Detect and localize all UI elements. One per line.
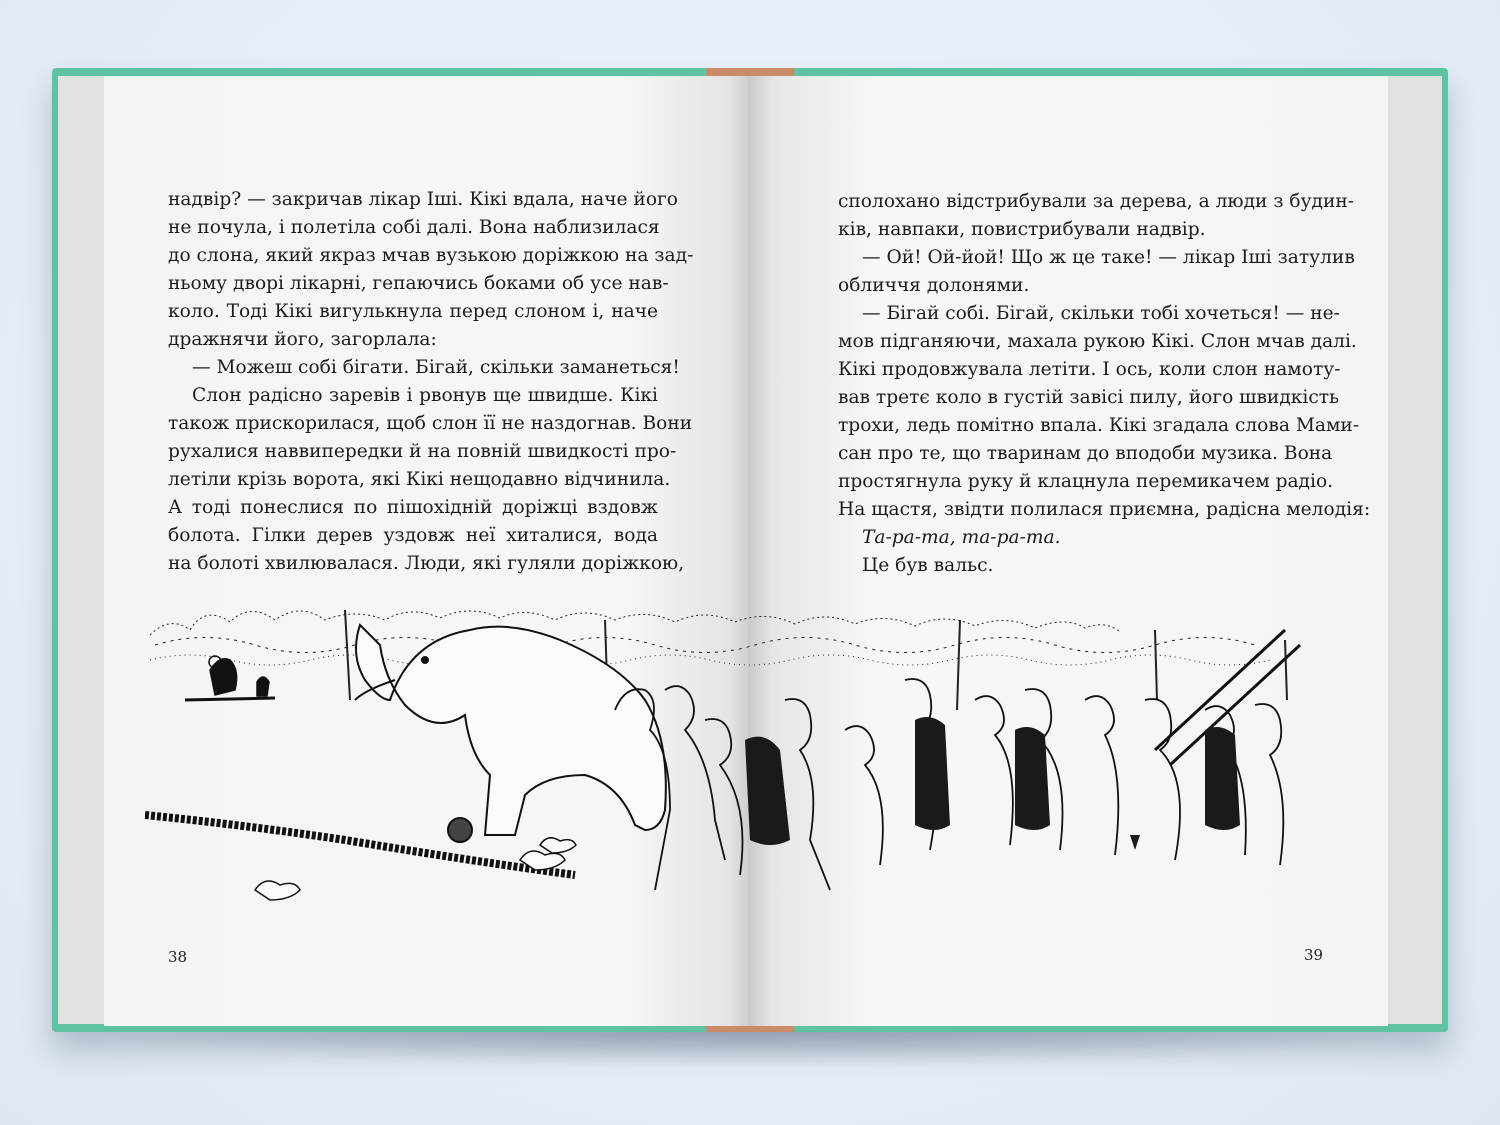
page-number-left: 38 — [168, 948, 188, 966]
text-line: не почула, і полетіла собі далі. Вона наблизилася — [168, 217, 660, 238]
text-line: Та-ра-та, та-ра-та. — [862, 527, 1061, 548]
text-line: — Можеш собі бігати. Бігай, скільки заманеться! — [192, 357, 680, 378]
text-line: рухалися наввипередки й на повній швидкості про- — [168, 441, 677, 462]
text-line: летіли крізь ворота, які Кікі нещодавно відчинила. — [168, 469, 671, 490]
left-page-text — [168, 186, 694, 578]
text-line: болота. Гілки дерев уздовж неї хиталися, вода — [168, 525, 658, 546]
text-line: сан про те, що тваринам до вподоби музика. Вона — [838, 443, 1333, 464]
text-line: На щастя, звідти полилася приємна, радісна мелодія: — [838, 499, 1371, 520]
text-line: обличчя долонями. — [838, 275, 1030, 296]
text-line: ньому дворі лікарні, гепаючись боками об усе нав- — [168, 273, 669, 294]
text-line: до слона, який якраз мчав вузькою доріжкою на зад- — [168, 245, 694, 266]
page-block-right — [1382, 76, 1442, 1024]
text-line: ків, навпаки, повистрибували надвір. — [838, 219, 1206, 240]
text-line: А тоді понеслися по пішохідній доріжці вздовж — [168, 497, 658, 518]
crowd-clothing — [745, 717, 1240, 850]
text-line: надвір? — закричав лікар Іші. Кікі вдала, наче його — [168, 189, 678, 210]
page-number-right: 39 — [1304, 946, 1324, 964]
text-line: дражнячи його, загорлала: — [168, 329, 437, 350]
text-line: Кікі продовжувала летіти. І ось, коли слон намоту- — [838, 359, 1341, 380]
illustration-parade — [145, 590, 1330, 920]
text-line: коло. Тоді Кікі вигулькнула перед слоном і, наче — [168, 301, 658, 322]
kiki-witch-icon — [185, 656, 275, 700]
text-line: мов підганяючи, махала рукою Кікі. Слон мчав далі. — [838, 331, 1357, 352]
text-line: вав третє коло в густій завісі пилу, його швидкість — [838, 387, 1340, 408]
right-page-text — [838, 188, 1371, 580]
text-line: трохи, ледь помітно впала. Кікі згадала слова Мами- — [838, 415, 1360, 436]
text-line: також прискорилася, щоб слон її не наздогнав. Вони — [168, 413, 693, 434]
text-line: Слон радісно заревів і рвонув ще швидше. Кікі — [192, 385, 658, 406]
elephant-icon — [355, 625, 666, 842]
text-line: — Бігай собі. Бігай, скільки тобі хочеться! — не- — [862, 303, 1340, 324]
text-line: — Ой! Ой-йой! Що ж це таке! — лікар Іші затулив — [862, 247, 1355, 268]
text-line: на болоті хвилювалася. Люди, які гуляли доріжкою, — [168, 553, 685, 574]
text-line: простягнула руку й клацнула перемикачем радіо. — [838, 471, 1334, 492]
text-line: сполохано відстрибували за дерева, а люди з будин- — [838, 191, 1355, 212]
tree-foliage — [150, 611, 1270, 665]
text-line: Це був вальс. — [862, 555, 994, 576]
